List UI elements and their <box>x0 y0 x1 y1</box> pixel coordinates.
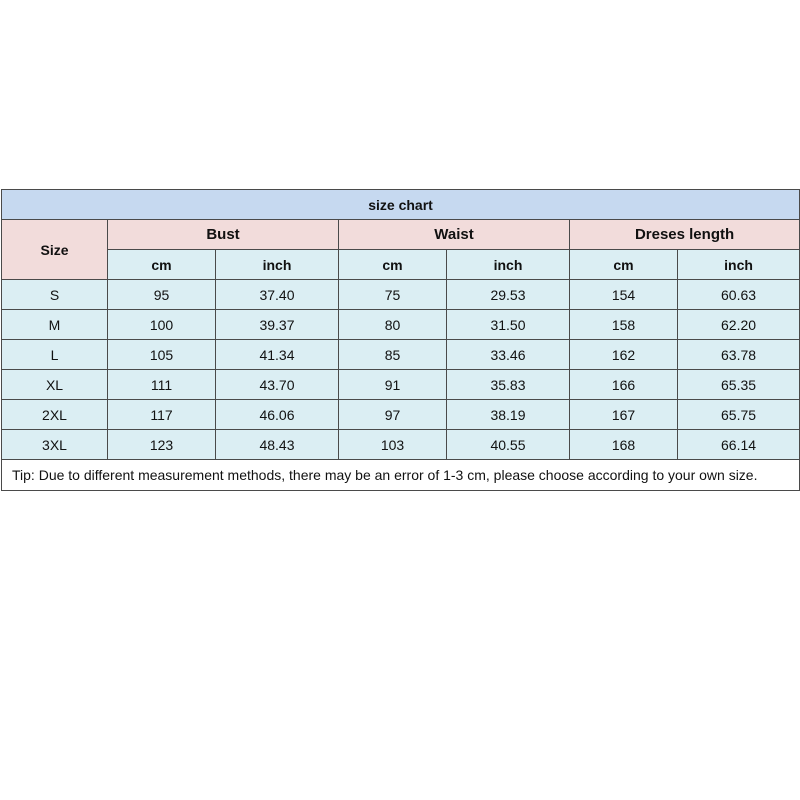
table-cell: 65.75 <box>678 400 800 430</box>
size-cell: 3XL <box>2 430 108 460</box>
table-row <box>2 310 800 340</box>
table-cell: 111 <box>108 370 216 400</box>
size-cell: XL <box>2 370 108 400</box>
table-cell: 31.50 <box>447 310 570 340</box>
table-cell: 63.78 <box>678 340 800 370</box>
table-cell: 48.43 <box>216 430 339 460</box>
table-cell: 105 <box>108 340 216 370</box>
unit-header: cm <box>108 250 216 280</box>
table-cell: 158 <box>570 310 678 340</box>
table-cell: 35.83 <box>447 370 570 400</box>
table-cell: 168 <box>570 430 678 460</box>
dress-length-header: Dreses length <box>570 220 800 250</box>
unit-header: inch <box>447 250 570 280</box>
unit-header-row <box>2 250 800 280</box>
chart-title: size chart <box>2 190 800 220</box>
table-cell: 97 <box>339 400 447 430</box>
table-cell: 38.19 <box>447 400 570 430</box>
table-cell: 100 <box>108 310 216 340</box>
table-cell: 60.63 <box>678 280 800 310</box>
table-cell: 154 <box>570 280 678 310</box>
table-cell: 103 <box>339 430 447 460</box>
table-cell: 123 <box>108 430 216 460</box>
table-cell: 166 <box>570 370 678 400</box>
title-row <box>2 190 800 220</box>
group-header-row <box>2 220 800 250</box>
size-cell: 2XL <box>2 400 108 430</box>
table-cell: 62.20 <box>678 310 800 340</box>
tip-row <box>2 460 800 491</box>
table-cell: 80 <box>339 310 447 340</box>
table-cell: 46.06 <box>216 400 339 430</box>
table-cell: 65.35 <box>678 370 800 400</box>
table-cell: 85 <box>339 340 447 370</box>
table-cell: 41.34 <box>216 340 339 370</box>
table-row <box>2 280 800 310</box>
table-cell: 117 <box>108 400 216 430</box>
size-cell: L <box>2 340 108 370</box>
table-row <box>2 340 800 370</box>
unit-header: cm <box>570 250 678 280</box>
table-cell: 29.53 <box>447 280 570 310</box>
size-chart <box>1 189 799 491</box>
table-cell: 33.46 <box>447 340 570 370</box>
table-cell: 95 <box>108 280 216 310</box>
table-cell: 43.70 <box>216 370 339 400</box>
table-cell: 37.40 <box>216 280 339 310</box>
table-row <box>2 370 800 400</box>
table-cell: 66.14 <box>678 430 800 460</box>
table-cell: 162 <box>570 340 678 370</box>
table-cell: 39.37 <box>216 310 339 340</box>
bust-header: Bust <box>108 220 339 250</box>
table-row <box>2 430 800 460</box>
table-cell: 167 <box>570 400 678 430</box>
unit-header: inch <box>678 250 800 280</box>
size-column-header: Size <box>2 220 108 280</box>
table-cell: 40.55 <box>447 430 570 460</box>
table-row <box>2 400 800 430</box>
table-cell: 91 <box>339 370 447 400</box>
size-chart-table <box>1 189 800 491</box>
unit-header: inch <box>216 250 339 280</box>
tip-text: Tip: Due to different measurement methods, there may be an error of 1-3 cm, please choose according to your own size. <box>2 460 800 491</box>
size-cell: S <box>2 280 108 310</box>
waist-header: Waist <box>339 220 570 250</box>
table-cell: 75 <box>339 280 447 310</box>
size-cell: M <box>2 310 108 340</box>
unit-header: cm <box>339 250 447 280</box>
